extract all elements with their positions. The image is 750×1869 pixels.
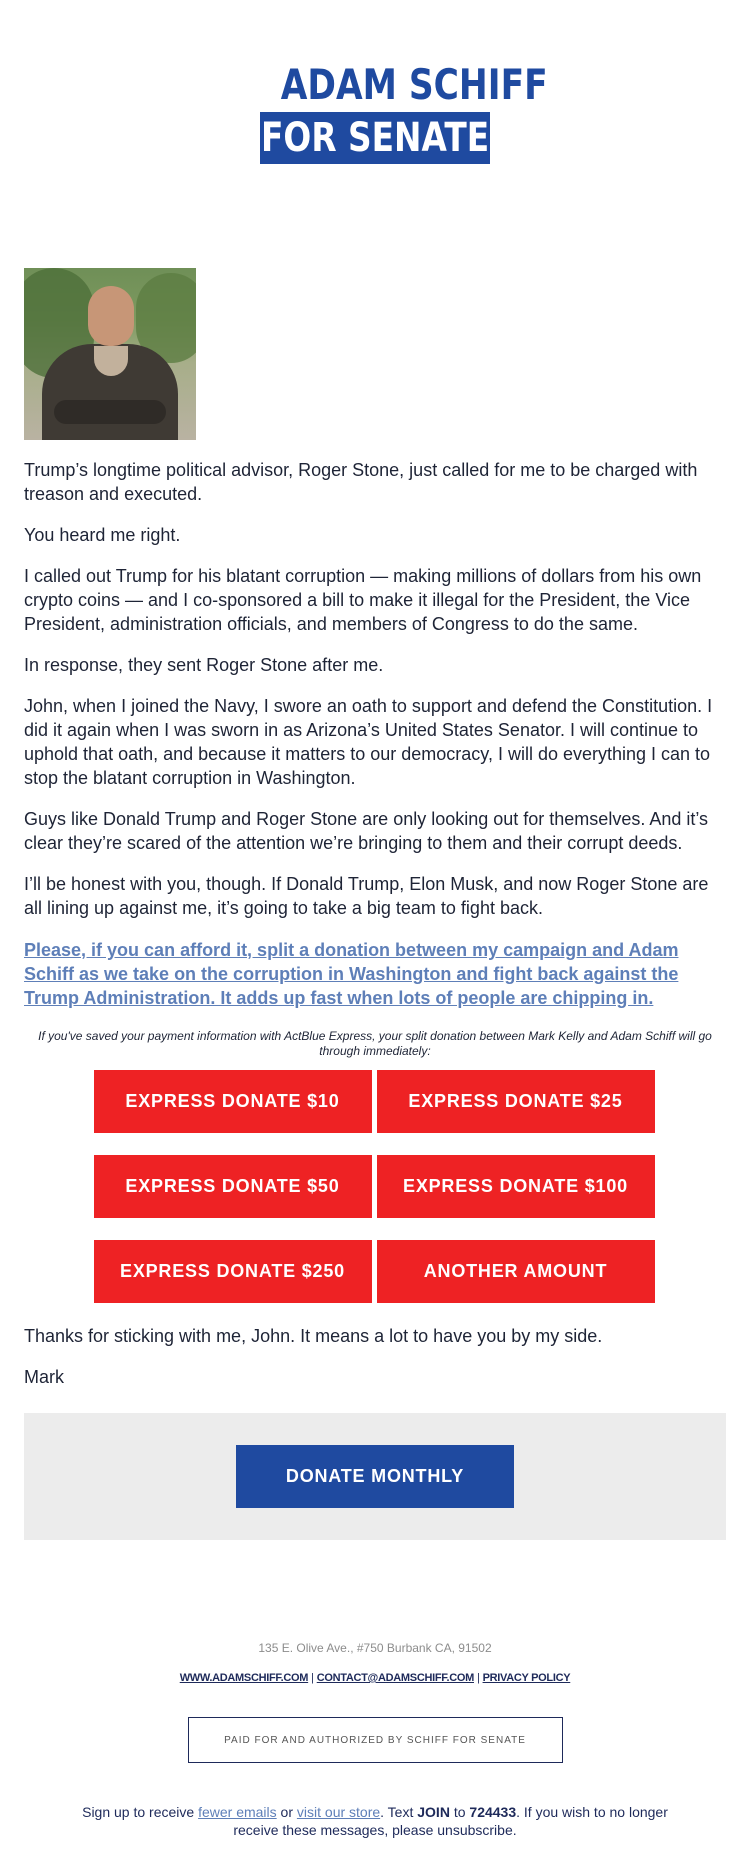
express-donate-100-button[interactable]: EXPRESS DONATE $100 — [377, 1155, 655, 1218]
footer-links — [24, 1672, 726, 1684]
body-paragraph: Trump’s longtime political advisor, Roger Stone, just called for me to be charged with treason and executed. — [24, 460, 698, 504]
body-paragraph: In response, they sent Roger Stone after me. — [24, 655, 384, 675]
another-amount-button[interactable]: ANOTHER AMOUNT — [377, 1240, 655, 1303]
signup-text-part: . If you wish to no longer receive these messages, please unsubscribe. — [233, 1804, 668, 1838]
body-paragraph: I called out Trump for his blatant corruption — making millions of dollars from his own crypto coins — and I co-sponsored a bill to make it illegal for the President, the Vice President, administration officials, and members of Congress to do the same. — [24, 566, 702, 634]
website-link[interactable]: WWW.ADAMSCHIFF.COM — [179, 1672, 309, 1684]
link-separator: | — [311, 1672, 314, 1684]
logo-line-1: ADAM SCHIFF — [280, 60, 548, 109]
signature: Mark — [24, 1367, 64, 1387]
fewer-emails-link[interactable]: fewer emails — [198, 1804, 277, 1820]
privacy-policy-link[interactable]: PRIVACY POLICY — [482, 1672, 571, 1684]
signup-text-part: . Text — [380, 1804, 418, 1820]
link-separator: | — [477, 1672, 480, 1684]
logo-line-2: FOR SENATE — [260, 115, 490, 161]
body-paragraph: Guys like Donald Trump and Roger Stone are only looking out for themselves. And it’s clear they’re scared of the attention we’re bringing to them and their corrupt deeds. — [24, 809, 709, 853]
split-donation-link[interactable]: Please, if you can afford it, split a donation between my campaign and Adam Schiff as we take on the corruption in Washington and fight back against the Trump Administration. It adds up fast when lots of people are chipping in. — [24, 940, 679, 1008]
monthly-donation-panel — [24, 1413, 726, 1540]
body-paragraph: You heard me right. — [24, 525, 181, 545]
photo-head — [88, 286, 134, 346]
campaign-logo[interactable] — [260, 60, 548, 164]
donate-monthly-button[interactable]: DONATE MONTHLY — [236, 1445, 514, 1508]
signup-text — [24, 1803, 726, 1869]
express-donate-25-button[interactable]: EXPRESS DONATE $25 — [377, 1070, 655, 1133]
contact-email-link[interactable]: CONTACT@ADAMSCHIFF.COM — [316, 1672, 474, 1684]
express-donate-250-button[interactable]: EXPRESS DONATE $250 — [94, 1240, 372, 1303]
body-paragraph: I’ll be honest with you, though. If Donald Trump, Elon Musk, and now Roger Stone are all lining up against me, it’s going to take a big team to fight back. — [24, 874, 709, 918]
sms-shortcode: 724433 — [469, 1804, 517, 1820]
actblue-express-note: If you've saved your payment information with ActBlue Express, your split donation between Mark Kelly and Adam Schiff will go through immediately: — [38, 1029, 712, 1058]
join-keyword: JOIN — [417, 1804, 450, 1820]
signup-text-part: or — [276, 1804, 297, 1820]
paid-for-text: PAID FOR AND AUTHORIZED BY SCHIFF FOR SENATE — [224, 1734, 526, 1746]
body-paragraph: John, when I joined the Navy, I swore an oath to support and defend the Constitution. I did it again when I was sworn in as Arizona’s United States Senator. I will continue to uphold that oath, and because it matters to our democracy, I will do everything I can to stop the blatant corruption in Washington. — [24, 696, 713, 788]
signup-text-part: to — [449, 1804, 470, 1820]
email-body — [0, 268, 750, 1869]
express-donate-50-button[interactable]: EXPRESS DONATE $50 — [94, 1155, 372, 1218]
sender-photo — [24, 268, 196, 440]
signup-text-part: Sign up to receive — [82, 1804, 199, 1820]
visit-store-link[interactable]: visit our store — [296, 1804, 381, 1820]
email-page — [0, 60, 750, 1869]
express-donate-10-button[interactable]: EXPRESS DONATE $10 — [94, 1070, 372, 1133]
footer — [24, 1641, 726, 1869]
paid-for-disclaimer — [188, 1717, 563, 1763]
closing-paragraph: Thanks for sticking with me, John. It means a lot to have you by my side. — [24, 1326, 603, 1346]
donate-button-grid — [94, 1070, 657, 1303]
logo-banner — [260, 112, 490, 164]
mailing-address: 135 E. Olive Ave., #750 Burbank CA, 91502 — [258, 1641, 492, 1655]
photo-arms — [54, 400, 166, 424]
